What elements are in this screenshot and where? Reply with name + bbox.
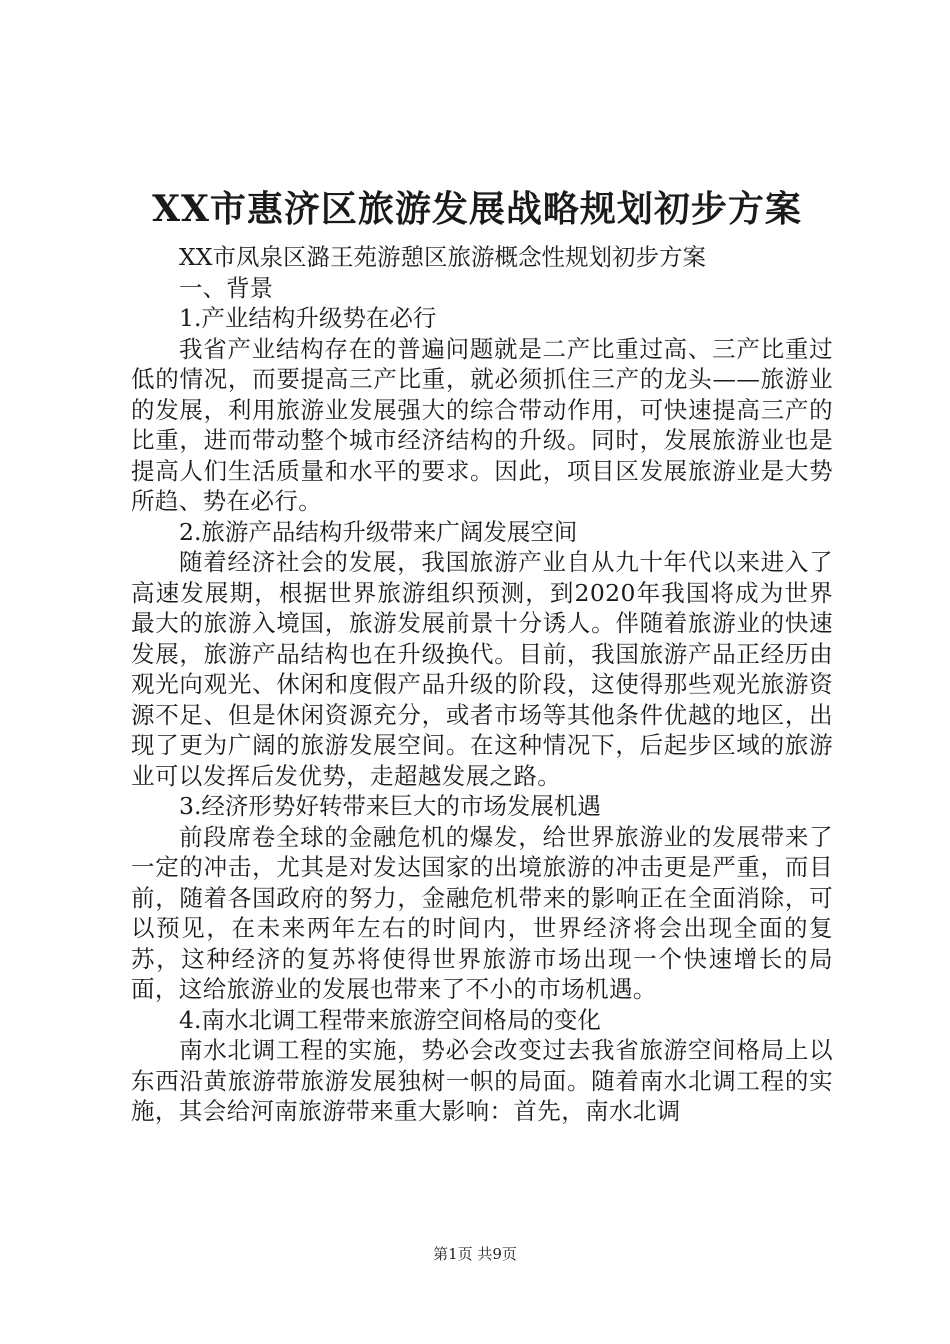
document-title: XX市惠济区旅游发展战略规划初步方案 [152,188,802,230]
item-paragraph-1: 我省产业结构存在的普遍问题就是二产比重过高、三产比重过低的情况，而要提高三产比重，就必须抓住三产的龙头——旅游业的发展，利用旅游业发展强大的综合带动作用，可快速提高三产的比重，进而带动整个城市经济结构的升级。同时，发展旅游业也是提高人们生活质量和水平的要求。因此，项目区发展旅游业是大势所趋、势在必行。 [131,334,833,515]
item-paragraph-4: 南水北调工程的实施，势必会改变过去我省旅游空间格局上以东西沿黄旅游带旅游发展独树一帜的局面。随着南水北调工程的实施，其会给河南旅游带来重大影响：首先，南水北调 [131,1036,833,1125]
document-page [131,180,833,1127]
section-heading: 一、背景 [179,273,273,302]
document-subtitle: XX市凤泉区潞王苑游憩区旅游概念性规划初步方案 [179,243,706,271]
item-heading-3: 3.经济形势好转带来巨大的市场发展机遇 [179,792,601,820]
item-heading-1: 1.产业结构升级势在必行 [179,304,437,332]
item-paragraph-3: 前段席卷全球的金融危机的爆发，给世界旅游业的发展带来了一定的冲击，尤其是对发达国家的出境旅游的冲击更是严重，而目前，随着各国政府的努力，金融危机带来的影响正在全面消除，可以预见，在未来两年左右的时间内，世界经济将会出现全面的复苏，这种经济的复苏将使得世界旅游市场出现一个快速增长的局面，这给旅游业的发展也带来了不小的市场机遇。 [131,822,833,1003]
page-number: 第1页 共9页 [433,1245,517,1263]
item-heading-4: 4.南水北调工程带来旅游空间格局的变化 [179,1005,601,1034]
item-paragraph-2: 随着经济社会的发展，我国旅游产业自从九十年代以来进入了高速发展期，根据世界旅游组织预测，到2020年我国将成为世界最大的旅游入境国，旅游发展前景十分诱人。伴随着旅游业的快速发展，旅游产品结构也在升级换代。目前，我国旅游产品正经历由观光向观光、休闲和度假产品升级的阶段，这使得那些观光旅游资源不足、但是休闲资源充分，或者市场等其他条件优越的地区，出现了更为广阔的旅游发展空间。在这种情况下，后起步区域的旅游业可以发挥后发优势，走超越发展之路。 [131,548,833,790]
item-heading-2: 2.旅游产品结构升级带来广阔发展空间 [179,517,578,546]
